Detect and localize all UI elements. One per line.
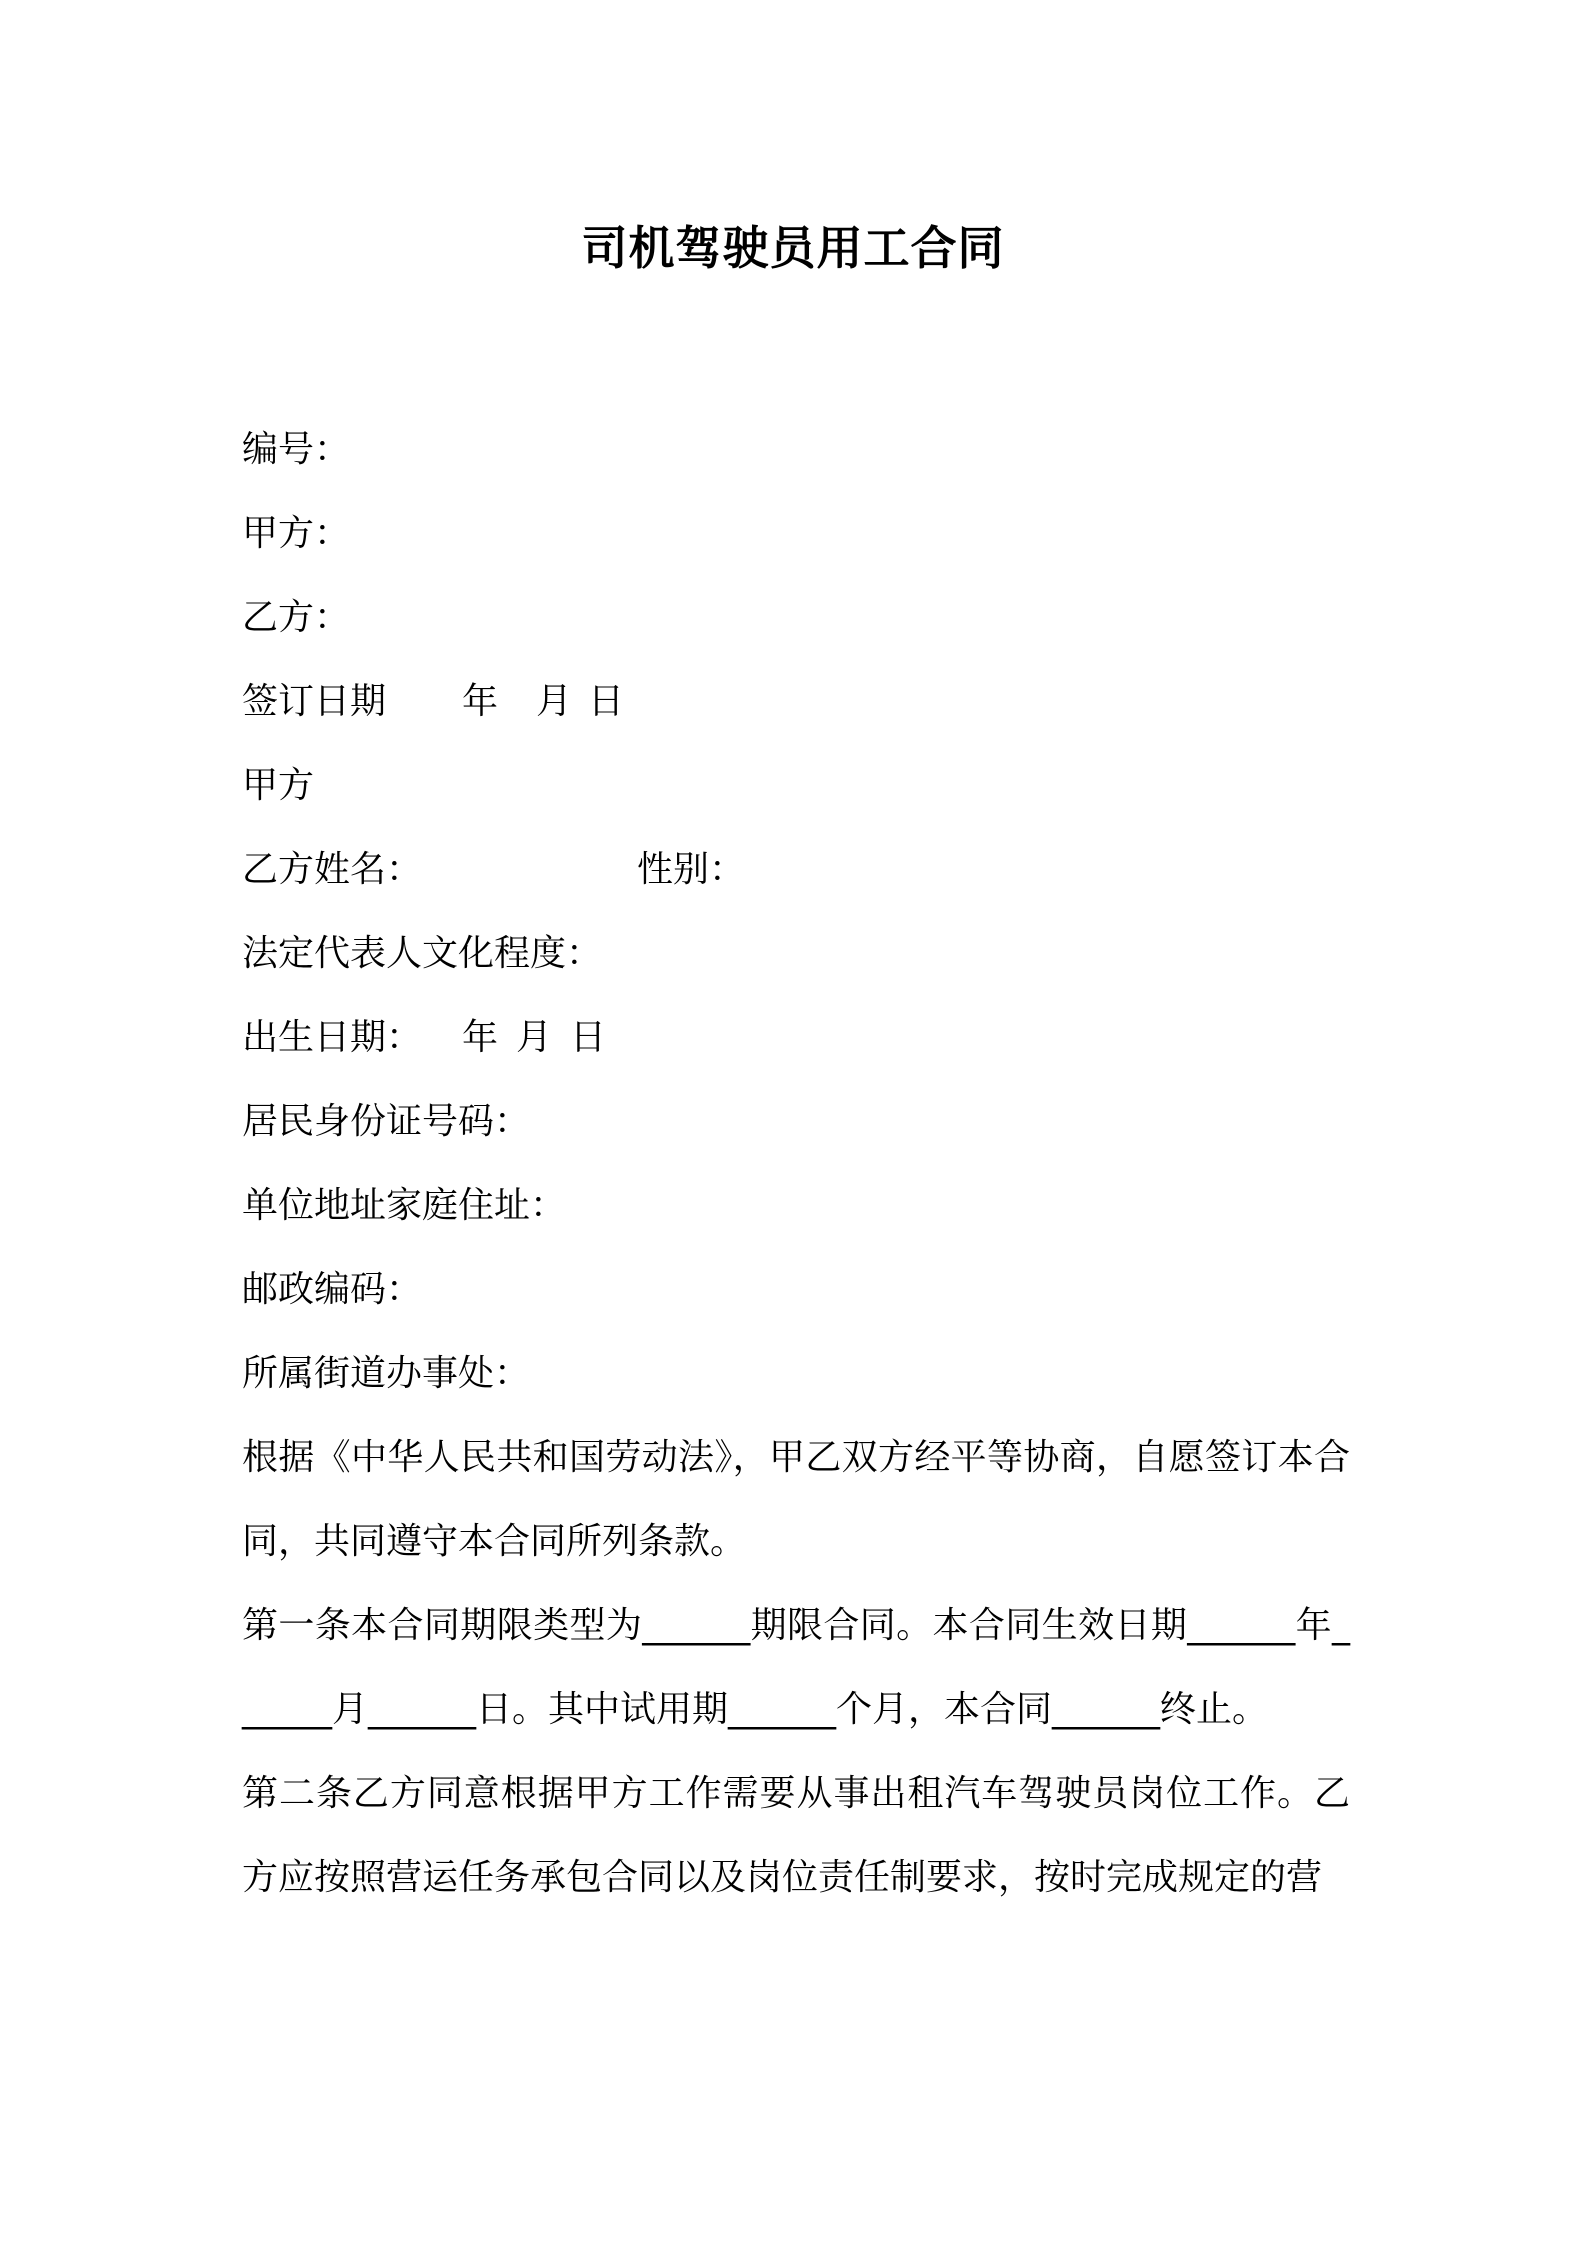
field-id-number: 居民身份证号码： bbox=[242, 1101, 531, 1142]
document-title: 司机驾驶员用工合同 bbox=[581, 221, 1005, 275]
sign-date-month: 月 bbox=[536, 681, 573, 722]
field-number: 编号： bbox=[242, 429, 351, 470]
birth-date-year: 年 bbox=[462, 1017, 499, 1058]
field-party-a-plain: 甲方 bbox=[242, 765, 315, 806]
birth-date-month: 月 bbox=[516, 1017, 553, 1058]
document-body bbox=[242, 408, 1350, 1920]
birth-date-label: 出生日期： bbox=[242, 1017, 423, 1058]
field-birth-date bbox=[242, 996, 1350, 1080]
sign-date-year: 年 bbox=[462, 681, 499, 722]
field-sign-date bbox=[242, 660, 1350, 744]
party-b-name-label: 乙方姓名： bbox=[242, 849, 423, 890]
field-party-a: 甲方： bbox=[242, 513, 351, 554]
field-address: 单位地址家庭住址： bbox=[242, 1185, 567, 1226]
birth-date-day: 日 bbox=[570, 1017, 607, 1058]
field-party-b: 乙方： bbox=[242, 597, 351, 638]
gender-label: 性别： bbox=[637, 849, 746, 890]
paragraph-article-2: 第二条乙方同意根据甲方工作需要从事出租汽车驾驶员岗位工作。乙方应按照营运任务承包合同以及岗位责任制要求，按时完成规定的营 bbox=[242, 1773, 1350, 1898]
field-postal-code: 邮政编码： bbox=[242, 1269, 423, 1310]
paragraph-article-1: 第一条本合同期限类型为______期限合同。本合同生效日期______年______月______日。其中试用期______个月，本合同______终止。 bbox=[242, 1605, 1350, 1730]
field-party-b-name-gender bbox=[242, 828, 1350, 912]
sign-date-day: 日 bbox=[588, 681, 625, 722]
field-street-office: 所属街道办事处： bbox=[242, 1353, 531, 1394]
paragraph-intro: 根据《中华人民共和国劳动法》，甲乙双方经平等协商，自愿签订本合同，共同遵守本合同所列条款。 bbox=[242, 1437, 1350, 1562]
sign-date-label: 签订日期 bbox=[242, 681, 387, 722]
field-legal-rep-education: 法定代表人文化程度： bbox=[242, 933, 603, 974]
